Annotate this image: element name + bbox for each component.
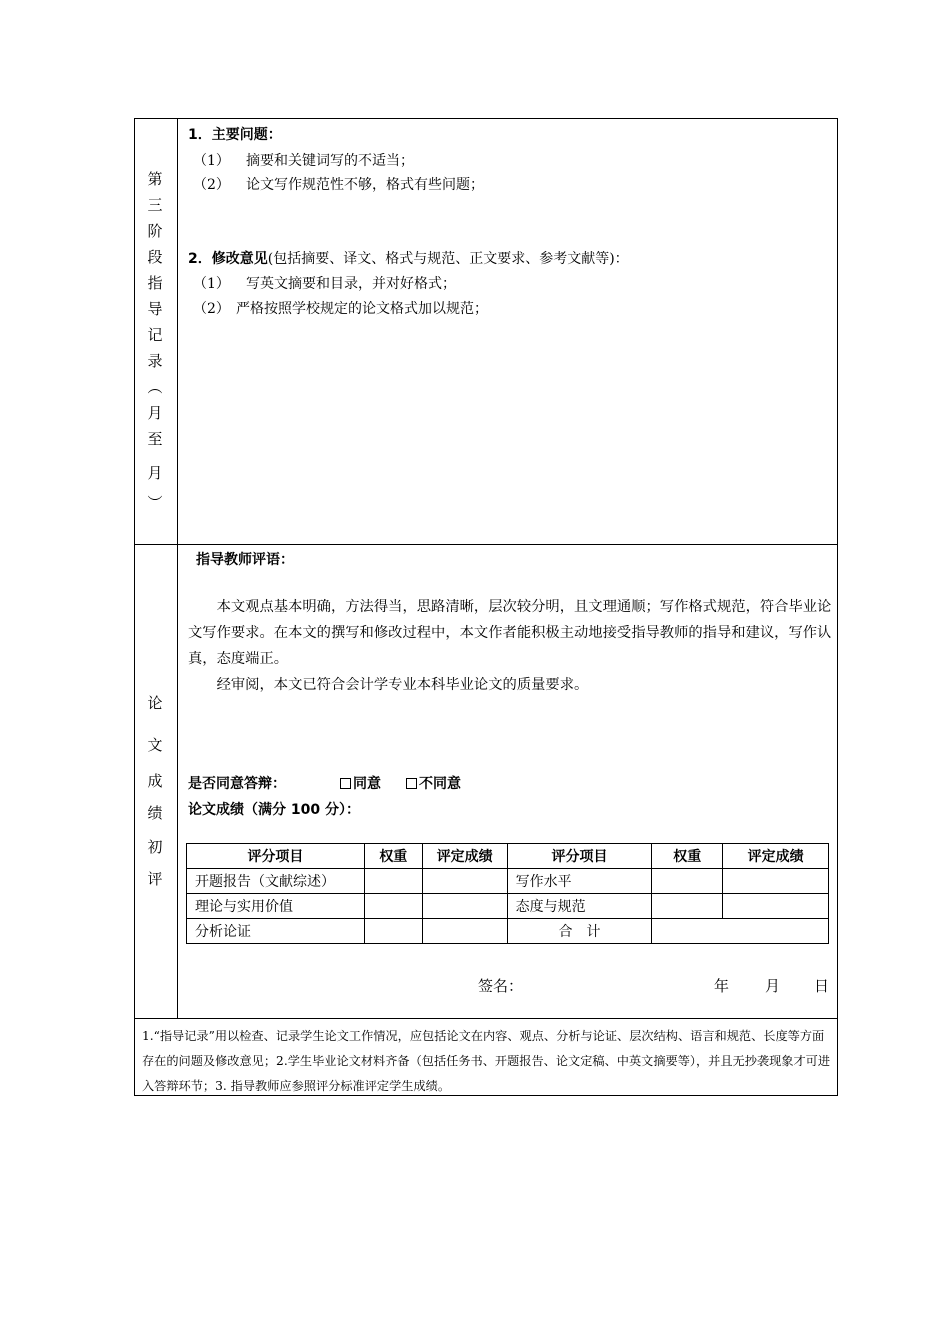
problem-text: 论文写作规范性不够，格式有些问题； [246,177,484,193]
checkbox-icon [406,778,417,789]
day-label: 日 [814,977,830,995]
score-item: 态度与规范 [507,894,652,919]
checkbox-icon [340,778,351,789]
grade-cell[interactable] [723,894,829,919]
revision-text: 严格按照学校规定的论文格式加以规范； [236,301,488,317]
weight-cell[interactable] [652,869,723,894]
column-header: 权重 [652,844,723,869]
column-header: 权重 [364,844,422,869]
revision-note: (包括摘要、译文、格式与规范、正文要求、参考文献等)： [267,251,629,267]
comment-body [188,594,838,698]
agree-checkbox[interactable] [340,773,381,793]
grade-cell[interactable] [723,869,829,894]
month-label: 月 [765,977,781,995]
year-label: 年 [714,977,730,995]
grade-label: 论文成绩（满分 100 分）： [188,802,360,818]
table-row [187,869,829,894]
score-item: 分析论证 [187,919,365,944]
table-row [187,919,829,944]
evaluation-side-label: 论 文 成 绩 初 评 [147,694,163,888]
grade-cell[interactable] [422,869,507,894]
column-header: 评定成绩 [723,844,829,869]
revision-heading [188,248,629,268]
total-label: 合 计 [507,919,652,944]
signature-label: 签名： [478,977,524,995]
comment-title: 指导教师评语： [196,552,294,568]
disagree-label: 不同意 [419,776,461,792]
score-item: 理论与实用价值 [187,894,365,919]
revision-title: 2．修改意见 [188,251,268,267]
problem-num: （1） [193,153,230,169]
label-column-divider [177,119,178,1018]
comment-paragraph: 经审阅，本文已符合会计学专业本科毕业论文的质量要求。 [216,677,589,693]
total-cell[interactable] [652,919,829,944]
stage3-side-label: 第 三 阶 段 指 导 记 录 ︵ 月 至 月 ︶ [147,170,163,512]
score-item: 写作水平 [507,869,652,894]
disagree-checkbox[interactable] [406,773,461,793]
problems-title: 1．主要问题： [188,127,282,143]
column-header: 评分项目 [507,844,652,869]
defense-question: 是否同意答辩： [188,776,286,792]
comment-paragraph: 本文观点基本明确，方法得当，思路清晰，层次较分明，且文理通顺；写作格式规范，符合毕业论文写作要求。在本文的撰写和修改过程中，本文作者能积极主动地接受指导教师的指导和建议，写作认真，态度端正。 [188,599,832,667]
grade-cell[interactable] [422,894,507,919]
weight-cell[interactable] [364,894,422,919]
table-header-row [187,844,829,869]
score-table [186,843,829,944]
weight-cell[interactable] [364,919,422,944]
agree-label: 同意 [353,776,381,792]
score-item: 开题报告（文献综述） [187,869,365,894]
problem-text: 摘要和关键词写的不适当； [246,153,414,169]
weight-cell[interactable] [652,894,723,919]
revision-text: 写英文摘要和目录，并对好格式； [246,276,456,292]
weight-cell[interactable] [364,869,422,894]
revision-num: （1） [193,276,230,292]
grade-cell[interactable] [422,919,507,944]
problem-num: （2） [193,177,230,193]
footnote-divider [135,1018,837,1019]
column-header: 评分项目 [187,844,365,869]
table-row [187,894,829,919]
footnote: 1.“指导记录”用以检查、记录学生论文工作情况，应包括论文在内容、观点、分析与论证、层次结构、语言和规范、长度等方面存在的问题及修改意见；2.学生毕业论文材料齐备（包括任务书、开题报告、论文定稿、中英文摘要等），并且无抄袭现象才可进入答辩环节；3. 指导教师应参照评分标准评定学生成绩。 [142,1029,831,1093]
column-header: 评定成绩 [422,844,507,869]
revision-num: （2） [193,301,230,317]
section-divider [135,544,837,545]
